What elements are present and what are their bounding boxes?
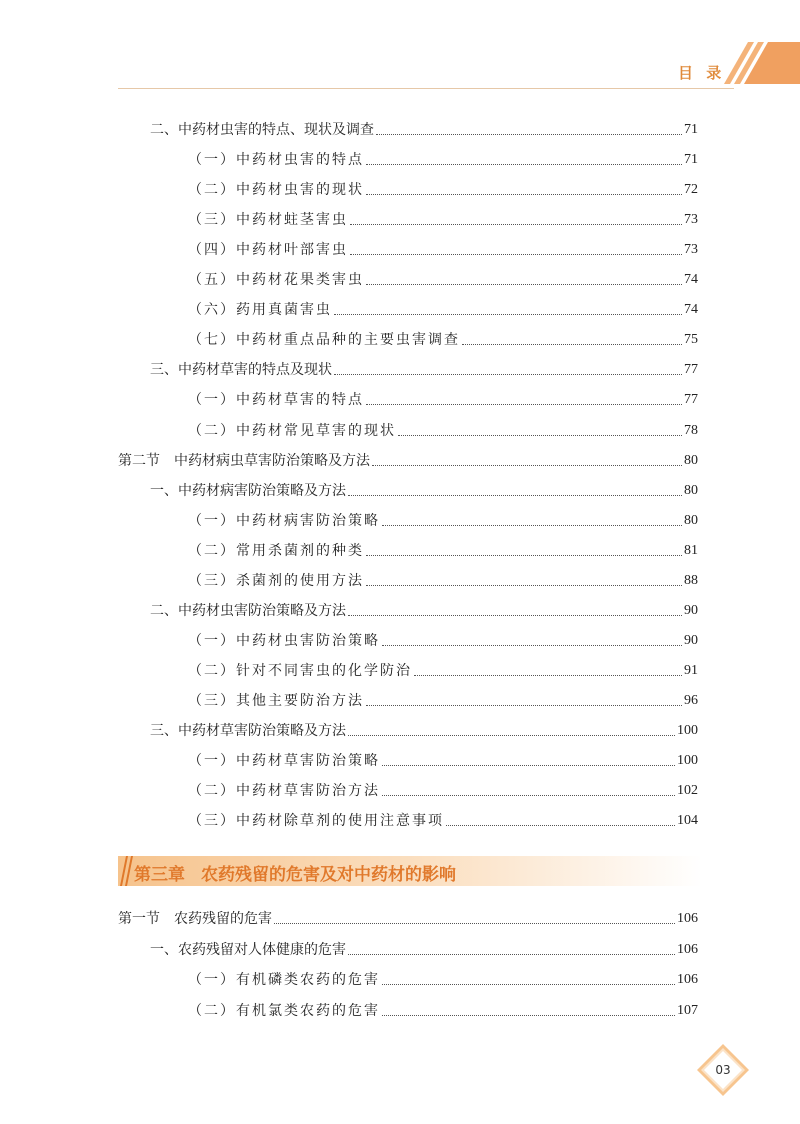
toc-entry-title: （四）中药材叶部害虫 <box>188 242 348 259</box>
toc-entry-title: （七）中药材重点品种的主要虫害调查 <box>188 332 460 349</box>
toc-entry-title: （二）针对不同害虫的化学防治 <box>188 662 412 679</box>
toc-page-number: 107 <box>677 1002 698 1018</box>
toc-entry-title: （三）其他主要防治方法 <box>188 692 364 709</box>
toc-page-number: 74 <box>684 272 698 288</box>
toc-page-number: 73 <box>684 242 698 258</box>
toc-leader-dots <box>382 1014 675 1016</box>
toc-entry-title: 第二节 中药材病虫草害防治策略及方法 <box>118 452 370 469</box>
chapter-banner <box>118 856 702 886</box>
toc-leader-dots <box>348 953 675 955</box>
toc-entry-title: （二）中药材草害防治方法 <box>188 783 380 800</box>
toc-entry-title: 一、中药材病害防治策略及方法 <box>150 482 346 499</box>
toc-entry[interactable] <box>188 778 698 800</box>
toc-entry[interactable] <box>188 267 698 289</box>
toc-page-number: 91 <box>684 662 698 678</box>
chapter-stripes-decoration <box>118 856 134 886</box>
toc-page-number: 74 <box>684 302 698 318</box>
toc-entry-title: 三、中药材草害的特点及现状 <box>150 362 332 379</box>
toc-page-number: 106 <box>677 911 698 926</box>
toc-entry[interactable] <box>150 598 698 620</box>
toc-leader-dots <box>382 524 682 526</box>
chapter-title <box>134 860 456 885</box>
toc-entry[interactable] <box>188 147 698 169</box>
toc-entry[interactable] <box>188 297 698 319</box>
toc-entry[interactable] <box>150 478 698 500</box>
toc-page-number: 90 <box>684 602 698 618</box>
toc-entry[interactable] <box>150 937 698 959</box>
toc-leader-dots <box>414 674 682 676</box>
toc-page-number: 106 <box>677 972 698 987</box>
toc-leader-dots <box>348 614 682 616</box>
toc-leader-dots <box>382 644 682 646</box>
toc-entry[interactable] <box>188 658 698 680</box>
toc-page-number: 104 <box>677 813 698 829</box>
toc-entry-title: （一）中药材病害防治策略 <box>188 512 380 529</box>
chapter-number: 第三章 <box>134 865 185 885</box>
toc-entry-title: （一）有机磷类农药的危害 <box>188 972 380 988</box>
toc-entry-title: （三）中药材除草剂的使用注意事项 <box>188 813 444 830</box>
toc-leader-dots <box>366 584 682 586</box>
toc-entry-title: 一、农药残留对人体健康的危害 <box>150 941 346 958</box>
toc-entry-title: （二）常用杀菌剂的种类 <box>188 542 364 559</box>
toc-entry[interactable] <box>150 117 698 139</box>
toc-leader-dots <box>446 824 675 826</box>
toc-entry[interactable] <box>188 207 698 229</box>
toc-entry[interactable] <box>188 688 698 710</box>
header-rule <box>118 88 734 89</box>
toc-leader-dots <box>348 734 675 736</box>
header-title: 目 录 <box>678 64 726 82</box>
toc-page-number: 88 <box>684 572 698 588</box>
toc-entry-title: 三、中药材草害防治策略及方法 <box>150 723 346 739</box>
toc-entry-title: 二、中药材虫害防治策略及方法 <box>150 602 346 619</box>
toc-leader-dots <box>274 922 675 924</box>
toc-leader-dots <box>348 494 682 496</box>
toc-entry-title: （一）中药材虫害的特点 <box>188 152 364 169</box>
toc-entry-title: （二）中药材常见草害的现状 <box>188 422 396 439</box>
toc-entry-title: （五）中药材花果类害虫 <box>188 272 364 289</box>
toc-entry[interactable] <box>188 568 698 590</box>
toc-entry[interactable] <box>188 998 698 1020</box>
toc-entry-title: （一）中药材草害防治策略 <box>188 753 380 770</box>
toc-entry[interactable] <box>118 448 698 470</box>
toc-page-number: 80 <box>684 512 698 528</box>
toc-leader-dots <box>366 704 682 706</box>
toc-leader-dots <box>350 253 682 255</box>
toc-leader-dots <box>366 403 682 405</box>
toc-entry[interactable] <box>188 508 698 530</box>
toc-entry-title: 第一节 农药残留的危害 <box>118 911 272 927</box>
toc-entry[interactable] <box>150 718 698 740</box>
toc-entry[interactable] <box>188 967 698 989</box>
toc-leader-dots <box>350 223 682 225</box>
toc-entry-title: （一）中药材草害的特点 <box>188 392 364 409</box>
toc-page-number: 72 <box>684 182 698 198</box>
toc-page-number: 77 <box>684 392 698 408</box>
toc-entry-title: （三）中药材蛀茎害虫 <box>188 212 348 229</box>
toc-page-number: 78 <box>684 422 698 438</box>
toc-leader-dots <box>462 343 682 345</box>
toc-page-number: 77 <box>684 362 698 378</box>
toc-page-number: 73 <box>684 212 698 228</box>
toc-page-number: 71 <box>684 122 698 137</box>
toc-entry[interactable] <box>188 538 698 560</box>
toc-entry-title: 二、中药材虫害的特点、现状及调查 <box>150 122 374 138</box>
toc-entry-title: （六）药用真菌害虫 <box>188 302 332 319</box>
toc-leader-dots <box>366 283 682 285</box>
toc-entry-title: （二）中药材虫害的现状 <box>188 182 364 199</box>
toc-entry[interactable] <box>188 387 698 409</box>
toc-entry[interactable] <box>188 327 698 349</box>
toc-entry[interactable] <box>118 906 698 928</box>
toc-leader-dots <box>334 373 682 375</box>
toc-page-number: 75 <box>684 332 698 348</box>
toc-page-number: 96 <box>684 692 698 708</box>
toc-leader-dots <box>366 163 682 165</box>
toc-page-number: 100 <box>677 753 698 769</box>
toc-entry-title: （一）中药材虫害防治策略 <box>188 632 380 649</box>
toc-leader-dots <box>366 554 682 556</box>
header-stripes-decoration <box>718 42 800 84</box>
page-number-badge <box>695 1042 751 1098</box>
toc-entry-title: （二）有机氯类农药的危害 <box>188 1002 380 1019</box>
toc-page-number: 80 <box>684 482 698 498</box>
chapter-name: 农药残留的危害及对中药材的影响 <box>201 865 456 885</box>
toc-entry[interactable] <box>188 177 698 199</box>
toc-page-number: 102 <box>677 783 698 799</box>
toc-page-number: 71 <box>684 152 698 168</box>
toc-leader-dots <box>372 464 682 466</box>
toc-leader-dots <box>366 193 682 195</box>
page-number: 03 <box>715 1063 731 1077</box>
toc-leader-dots <box>382 764 675 766</box>
toc-entry[interactable] <box>188 748 698 770</box>
toc-entry[interactable] <box>150 357 698 379</box>
toc-leader-dots <box>398 434 682 436</box>
toc-page-number: 81 <box>684 542 698 558</box>
toc-entry[interactable] <box>188 418 698 440</box>
toc-page-number: 106 <box>677 941 698 957</box>
toc-leader-dots <box>382 983 675 985</box>
toc-entry[interactable] <box>188 808 698 830</box>
toc-entry-title: （三）杀菌剂的使用方法 <box>188 572 364 589</box>
toc-page-number: 90 <box>684 632 698 648</box>
toc-page-number: 80 <box>684 452 698 468</box>
toc-leader-dots <box>334 313 682 315</box>
toc-entry[interactable] <box>188 237 698 259</box>
toc-leader-dots <box>376 133 682 135</box>
toc-entry[interactable] <box>188 628 698 650</box>
toc-leader-dots <box>382 794 675 796</box>
toc-page-number: 100 <box>677 723 698 738</box>
